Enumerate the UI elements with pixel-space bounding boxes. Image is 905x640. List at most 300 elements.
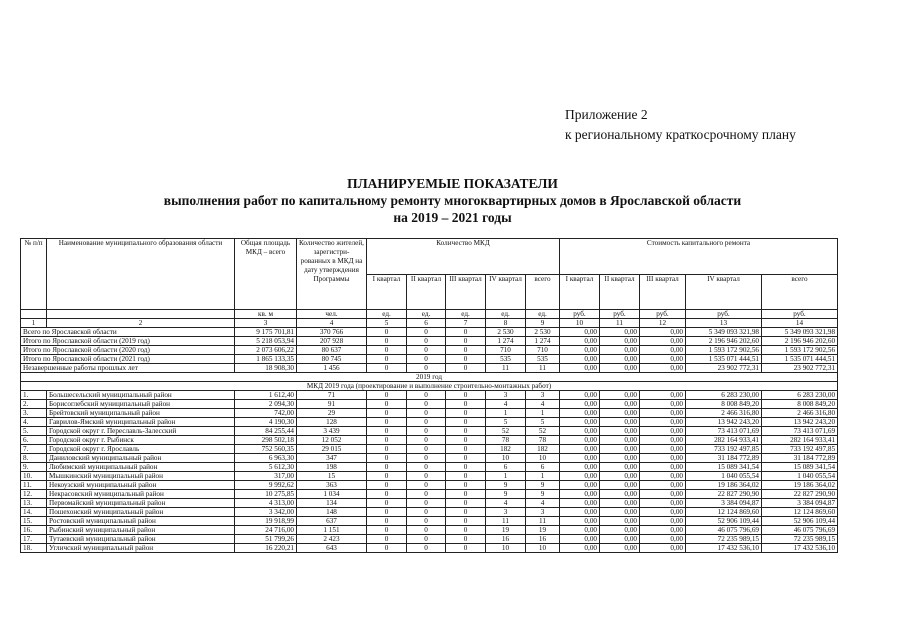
table-row [21, 391, 838, 400]
header-mkd-group: Количество МКД [367, 239, 560, 275]
value-cell: 2 530 [526, 328, 560, 337]
value-cell: 0,00 [600, 436, 640, 445]
summary-row [21, 346, 838, 355]
value-cell: 0,00 [640, 490, 686, 499]
value-cell: 0 [446, 472, 486, 481]
residents-cell: 80 745 [297, 355, 367, 364]
appendix-line-2: к региональному краткосрочному плану [565, 127, 796, 142]
district-name-cell: Первомайский муниципальный район [47, 499, 235, 508]
summary-row [21, 364, 838, 373]
value-cell: 0 [367, 409, 407, 418]
value-cell: 0 [407, 409, 446, 418]
value-cell: 0 [407, 418, 446, 427]
column-number-cell: 6 [407, 319, 446, 328]
summary-name-cell: Итого по Ярославской области (2021 год) [21, 355, 235, 364]
value-cell: 3 384 094,87 [762, 499, 838, 508]
residents-cell: 1 456 [297, 364, 367, 373]
area-cell: 10 275,85 [235, 490, 297, 499]
value-cell: 5 349 093 321,98 [686, 328, 762, 337]
value-cell: 535 [526, 355, 560, 364]
value-cell: 0,00 [560, 418, 600, 427]
value-cell: 0,00 [640, 499, 686, 508]
header-num: № п/п [21, 239, 47, 310]
value-cell: 0 [367, 445, 407, 454]
value-cell: 0 [407, 508, 446, 517]
value-cell: 0 [446, 355, 486, 364]
unit-cell: ед. [367, 310, 407, 319]
value-cell: 0 [407, 391, 446, 400]
table-row [21, 463, 838, 472]
value-cell: 23 902 772,31 [762, 364, 838, 373]
value-cell: 9 [486, 490, 526, 499]
value-cell: 0,00 [600, 409, 640, 418]
appendix-block [565, 105, 796, 145]
value-cell: 0,00 [600, 535, 640, 544]
area-cell: 1 865 133,35 [235, 355, 297, 364]
row-number-cell: 3. [21, 409, 47, 418]
value-cell: 0,00 [560, 544, 600, 553]
unit-cell: кв. м [235, 310, 297, 319]
value-cell: 0 [407, 526, 446, 535]
area-cell: 4 190,30 [235, 418, 297, 427]
value-cell: 0 [407, 544, 446, 553]
value-cell: 52 [486, 427, 526, 436]
value-cell: 15 089 341,54 [762, 463, 838, 472]
value-cell: 4 [486, 400, 526, 409]
value-cell: 0,00 [640, 535, 686, 544]
value-cell: 0,00 [560, 355, 600, 364]
value-cell: 22 827 290,90 [686, 490, 762, 499]
value-cell: 5 349 093 321,98 [762, 328, 838, 337]
value-cell: 0,00 [600, 418, 640, 427]
table-row [21, 454, 838, 463]
value-cell: 0,00 [600, 328, 640, 337]
residents-cell: 29 015 [297, 445, 367, 454]
value-cell: 0,00 [640, 346, 686, 355]
table-row [21, 544, 838, 553]
value-cell: 0,00 [640, 418, 686, 427]
header-total: всего [526, 274, 560, 310]
indicators-table [20, 238, 838, 553]
value-cell: 2 466 316,80 [686, 409, 762, 418]
table-row [21, 436, 838, 445]
value-cell: 73 413 071,69 [762, 427, 838, 436]
area-cell: 2 073 606,22 [235, 346, 297, 355]
value-cell: 0 [407, 355, 446, 364]
value-cell: 733 192 497,85 [686, 445, 762, 454]
value-cell: 0,00 [600, 499, 640, 508]
value-cell: 0 [367, 526, 407, 535]
value-cell: 0,00 [600, 337, 640, 346]
value-cell: 11 [486, 517, 526, 526]
row-number-cell: 6. [21, 436, 47, 445]
row-number-cell: 5. [21, 427, 47, 436]
value-cell: 10 [526, 454, 560, 463]
value-cell: 0,00 [600, 400, 640, 409]
value-cell: 2 196 946 202,60 [686, 337, 762, 346]
residents-cell: 71 [297, 391, 367, 400]
district-name-cell: Угличский муниципальный район [47, 544, 235, 553]
value-cell: 1 [526, 409, 560, 418]
summary-name-cell: Всего по Ярославской области [21, 328, 235, 337]
value-cell: 0 [407, 328, 446, 337]
value-cell: 182 [526, 445, 560, 454]
value-cell: 4 [526, 499, 560, 508]
residents-cell: 15 [297, 472, 367, 481]
value-cell: 0 [407, 472, 446, 481]
value-cell: 0,00 [600, 364, 640, 373]
value-cell: 0,00 [600, 463, 640, 472]
value-cell: 0 [446, 400, 486, 409]
unit-cell: ед. [486, 310, 526, 319]
value-cell: 0 [446, 535, 486, 544]
value-cell: 0 [367, 544, 407, 553]
residents-cell: 347 [297, 454, 367, 463]
value-cell: 10 [486, 544, 526, 553]
value-cell: 10 [526, 544, 560, 553]
value-cell: 6 [486, 463, 526, 472]
value-cell: 0 [446, 526, 486, 535]
value-cell: 0,00 [560, 454, 600, 463]
value-cell: 0 [407, 454, 446, 463]
summary-name-cell: Итого по Ярославской области (2019 год) [21, 337, 235, 346]
value-cell: 535 [486, 355, 526, 364]
header-q1: I квартал [367, 274, 407, 310]
header-q4: IV квартал [486, 274, 526, 310]
value-cell: 52 [526, 427, 560, 436]
summary-row [21, 328, 838, 337]
column-number-cell: 11 [600, 319, 640, 328]
value-cell: 16 [526, 535, 560, 544]
value-cell: 282 164 933,41 [686, 436, 762, 445]
value-cell: 46 075 796,69 [762, 526, 838, 535]
section-label: МКД 2019 года (проектирование и выполнение строительно-монтажных работ) [21, 382, 838, 391]
residents-cell: 128 [297, 418, 367, 427]
value-cell: 0,00 [600, 346, 640, 355]
value-cell: 0 [446, 328, 486, 337]
value-cell: 0,00 [560, 445, 600, 454]
value-cell: 0,00 [560, 364, 600, 373]
value-cell: 710 [526, 346, 560, 355]
value-cell: 0 [446, 409, 486, 418]
unit-cell [47, 310, 235, 319]
value-cell: 0,00 [640, 481, 686, 490]
value-cell: 0 [446, 454, 486, 463]
area-cell: 5 218 053,94 [235, 337, 297, 346]
value-cell: 0,00 [560, 346, 600, 355]
value-cell: 0 [367, 499, 407, 508]
value-cell: 0,00 [640, 337, 686, 346]
value-cell: 0,00 [600, 544, 640, 553]
unit-cell: руб. [686, 310, 762, 319]
section-row [21, 382, 838, 391]
value-cell: 0 [407, 445, 446, 454]
column-number-cell: 4 [297, 319, 367, 328]
district-name-cell: Городской округ г. Рыбинск [47, 436, 235, 445]
value-cell: 11 [526, 517, 560, 526]
units-row [21, 310, 838, 319]
district-name-cell: Городской округ г. Переславль-Залесский [47, 427, 235, 436]
row-number-cell: 15. [21, 517, 47, 526]
value-cell: 0,00 [560, 463, 600, 472]
value-cell: 0 [367, 517, 407, 526]
value-cell: 0,00 [560, 517, 600, 526]
table-row [21, 472, 838, 481]
value-cell: 19 186 364,02 [686, 481, 762, 490]
value-cell: 0,00 [640, 328, 686, 337]
table-row [21, 400, 838, 409]
value-cell: 5 [486, 418, 526, 427]
district-name-cell: Рыбинский муниципальный район [47, 526, 235, 535]
header-cost-group: Стоимость капитального ремонта [560, 239, 838, 275]
row-number-cell: 1. [21, 391, 47, 400]
residents-cell: 370 766 [297, 328, 367, 337]
value-cell: 0 [367, 490, 407, 499]
value-cell: 19 186 364,02 [762, 481, 838, 490]
value-cell: 1 [526, 472, 560, 481]
row-number-cell: 13. [21, 499, 47, 508]
value-cell: 0 [367, 436, 407, 445]
value-cell: 0,00 [600, 490, 640, 499]
table-row [21, 517, 838, 526]
column-number-cell: 9 [526, 319, 560, 328]
value-cell: 0,00 [560, 409, 600, 418]
residents-cell: 148 [297, 508, 367, 517]
district-name-cell: Тутаевский муниципальный район [47, 535, 235, 544]
value-cell: 0 [446, 508, 486, 517]
table-row [21, 490, 838, 499]
value-cell: 0,00 [560, 472, 600, 481]
value-cell: 0,00 [640, 409, 686, 418]
header-cost-total: всего [762, 274, 838, 310]
value-cell: 0,00 [640, 463, 686, 472]
summary-name-cell: Незавершенные работы прошлых лет [21, 364, 235, 373]
value-cell: 0 [407, 535, 446, 544]
value-cell: 0,00 [560, 337, 600, 346]
unit-cell: чел. [297, 310, 367, 319]
value-cell: 0,00 [640, 454, 686, 463]
value-cell: 0,00 [560, 481, 600, 490]
area-cell: 9 175 701,81 [235, 328, 297, 337]
value-cell: 1 040 055,54 [686, 472, 762, 481]
row-number-cell: 10. [21, 472, 47, 481]
column-number-cell: 14 [762, 319, 838, 328]
table-row [21, 445, 838, 454]
value-cell: 0 [446, 445, 486, 454]
row-number-cell: 16. [21, 526, 47, 535]
value-cell: 0 [367, 427, 407, 436]
unit-cell: ед. [446, 310, 486, 319]
value-cell: 0,00 [640, 364, 686, 373]
value-cell: 0,00 [640, 472, 686, 481]
header-name: Наименование муниципального образования области [47, 239, 235, 310]
value-cell: 22 827 290,90 [762, 490, 838, 499]
area-cell: 9 992,62 [235, 481, 297, 490]
value-cell: 0 [407, 481, 446, 490]
district-name-cell: Большесельский муниципальный район [47, 391, 235, 400]
value-cell: 11 [486, 364, 526, 373]
value-cell: 17 432 536,10 [762, 544, 838, 553]
header-cost-q3: III квартал [640, 274, 686, 310]
value-cell: 0,00 [640, 445, 686, 454]
value-cell: 9 [486, 481, 526, 490]
value-cell: 0 [367, 535, 407, 544]
value-cell: 72 235 989,15 [762, 535, 838, 544]
title-line-2: выполнения работ по капитальному ремонту многоквартирных домов в Ярославской области [163, 193, 742, 208]
value-cell: 6 [526, 463, 560, 472]
value-cell: 0,00 [600, 472, 640, 481]
value-cell: 13 942 243,20 [686, 418, 762, 427]
value-cell: 3 384 094,87 [686, 499, 762, 508]
area-cell: 16 220,21 [235, 544, 297, 553]
value-cell: 0 [446, 391, 486, 400]
value-cell: 4 [526, 400, 560, 409]
area-cell: 752 560,35 [235, 445, 297, 454]
value-cell: 0 [367, 418, 407, 427]
district-name-cell: Ростовский муниципальный район [47, 517, 235, 526]
value-cell: 0 [367, 481, 407, 490]
value-cell: 19 [486, 526, 526, 535]
area-cell: 4 313,00 [235, 499, 297, 508]
value-cell: 0 [407, 364, 446, 373]
value-cell: 2 530 [486, 328, 526, 337]
value-cell: 0,00 [640, 427, 686, 436]
value-cell: 0,00 [640, 526, 686, 535]
residents-cell: 207 928 [297, 337, 367, 346]
value-cell: 17 432 536,10 [686, 544, 762, 553]
value-cell: 12 124 869,60 [762, 508, 838, 517]
value-cell: 0,00 [600, 517, 640, 526]
value-cell: 52 906 109,44 [762, 517, 838, 526]
value-cell: 0 [367, 337, 407, 346]
summary-row [21, 337, 838, 346]
unit-cell: руб. [640, 310, 686, 319]
value-cell: 31 184 772,89 [762, 454, 838, 463]
residents-cell: 134 [297, 499, 367, 508]
value-cell: 0 [367, 328, 407, 337]
value-cell: 16 [486, 535, 526, 544]
column-number-cell: 2 [47, 319, 235, 328]
area-cell: 298 502,18 [235, 436, 297, 445]
value-cell: 0,00 [560, 436, 600, 445]
value-cell: 1 274 [486, 337, 526, 346]
value-cell: 9 [526, 481, 560, 490]
value-cell: 1 274 [526, 337, 560, 346]
area-cell: 84 255,44 [235, 427, 297, 436]
row-number-cell: 8. [21, 454, 47, 463]
column-number-cell: 13 [686, 319, 762, 328]
value-cell: 0,00 [640, 544, 686, 553]
row-number-cell: 11. [21, 481, 47, 490]
value-cell: 23 902 772,31 [686, 364, 762, 373]
residents-cell: 2 423 [297, 535, 367, 544]
value-cell: 0,00 [600, 481, 640, 490]
row-number-cell: 4. [21, 418, 47, 427]
value-cell: 0,00 [600, 445, 640, 454]
value-cell: 3 [486, 391, 526, 400]
residents-cell: 198 [297, 463, 367, 472]
table-row [21, 526, 838, 535]
year-label: 2019 год [21, 373, 838, 382]
value-cell: 78 [526, 436, 560, 445]
value-cell: 0,00 [600, 508, 640, 517]
value-cell: 3 [486, 508, 526, 517]
residents-cell: 3 439 [297, 427, 367, 436]
area-cell: 317,00 [235, 472, 297, 481]
area-cell: 51 799,26 [235, 535, 297, 544]
area-cell: 5 612,30 [235, 463, 297, 472]
value-cell: 0 [446, 337, 486, 346]
area-cell: 2 094,30 [235, 400, 297, 409]
value-cell: 282 164 933,41 [762, 436, 838, 445]
residents-cell: 12 052 [297, 436, 367, 445]
value-cell: 0 [367, 346, 407, 355]
year-row [21, 373, 838, 382]
value-cell: 0,00 [560, 490, 600, 499]
value-cell: 0,00 [560, 328, 600, 337]
value-cell: 0 [407, 346, 446, 355]
title-line-3: на 2019 – 2021 годы [393, 210, 512, 225]
value-cell: 0 [367, 391, 407, 400]
header-area: Общая площадь МКД – всего [235, 239, 297, 310]
value-cell: 0,00 [600, 427, 640, 436]
district-name-cell: Некрасовский муниципальный район [47, 490, 235, 499]
value-cell: 13 942 243,20 [762, 418, 838, 427]
value-cell: 0,00 [560, 427, 600, 436]
column-number-cell: 7 [446, 319, 486, 328]
value-cell: 0 [407, 427, 446, 436]
area-cell: 1 612,40 [235, 391, 297, 400]
value-cell: 0 [446, 490, 486, 499]
value-cell: 0,00 [600, 454, 640, 463]
value-cell: 0 [446, 418, 486, 427]
value-cell: 0,00 [600, 355, 640, 364]
area-cell: 24 716,00 [235, 526, 297, 535]
appendix-line-1: Приложение 2 [565, 107, 648, 122]
table-row [21, 427, 838, 436]
district-name-cell: Любимский муниципальный район [47, 463, 235, 472]
value-cell: 0,00 [640, 400, 686, 409]
value-cell: 8 008 849,20 [686, 400, 762, 409]
value-cell: 1 535 071 444,51 [762, 355, 838, 364]
unit-cell: ед. [407, 310, 446, 319]
value-cell: 182 [486, 445, 526, 454]
value-cell: 0 [367, 400, 407, 409]
value-cell: 0 [367, 364, 407, 373]
district-name-cell: Некоузский муниципальный район [47, 481, 235, 490]
value-cell: 710 [486, 346, 526, 355]
unit-cell: руб. [762, 310, 838, 319]
column-number-cell: 3 [235, 319, 297, 328]
value-cell: 15 089 341,54 [686, 463, 762, 472]
value-cell: 1 593 172 902,56 [686, 346, 762, 355]
value-cell: 0 [446, 544, 486, 553]
column-number-cell: 10 [560, 319, 600, 328]
value-cell: 0 [407, 517, 446, 526]
value-cell: 0,00 [640, 517, 686, 526]
value-cell: 733 192 497,85 [762, 445, 838, 454]
value-cell: 0 [446, 481, 486, 490]
summary-row [21, 355, 838, 364]
area-cell: 742,00 [235, 409, 297, 418]
residents-cell: 363 [297, 481, 367, 490]
value-cell: 0 [446, 517, 486, 526]
value-cell: 0 [407, 463, 446, 472]
column-number-cell: 5 [367, 319, 407, 328]
value-cell: 11 [526, 364, 560, 373]
residents-cell: 91 [297, 400, 367, 409]
column-number-cell: 1 [21, 319, 47, 328]
